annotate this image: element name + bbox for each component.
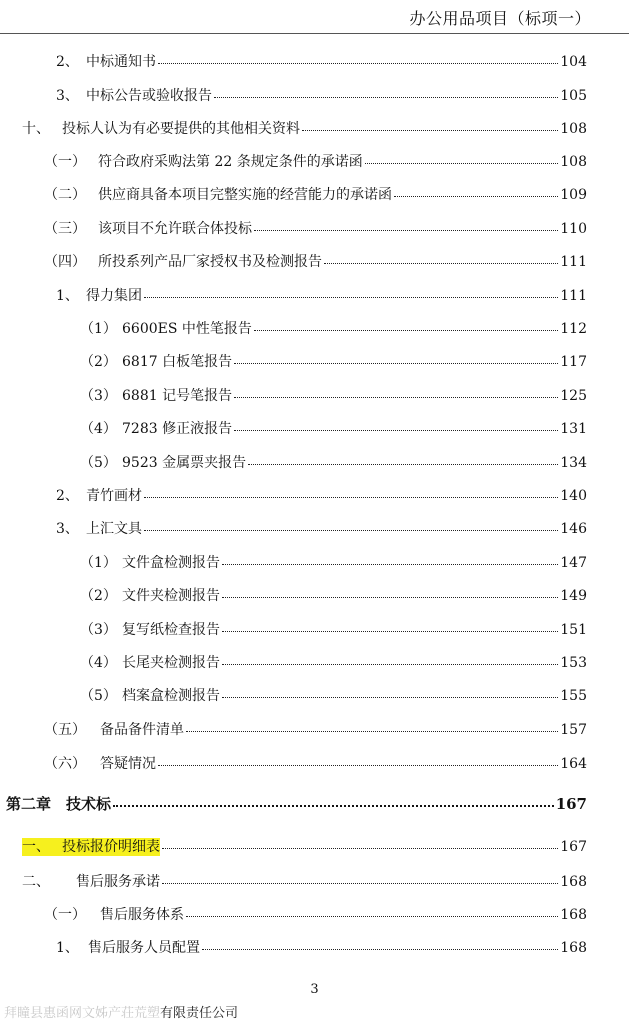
toc-entry-title: 文件盒检测报告 (122, 555, 220, 571)
toc-entry[interactable] (80, 654, 587, 672)
toc-entry-page: 140 (560, 488, 587, 504)
toc-entry-page: 108 (560, 154, 587, 170)
toc-entry[interactable] (44, 906, 587, 924)
toc-leader (186, 719, 558, 732)
company-suffix: 有限责任公司 (160, 1006, 239, 1021)
toc-entry-page: 157 (560, 722, 587, 738)
toc-entry[interactable] (44, 253, 587, 271)
toc-leader (394, 184, 558, 197)
toc-entry-page: 117 (560, 354, 587, 370)
toc-leader (234, 351, 558, 364)
toc-leader (144, 285, 558, 298)
toc-entry-page: 131 (560, 421, 587, 437)
toc-entry[interactable] (44, 755, 587, 773)
toc-entry-number: 3、 (56, 88, 79, 104)
toc-entry-page: 168 (560, 940, 587, 956)
toc-entry-page: 134 (560, 455, 587, 471)
toc-entry-page: 155 (560, 688, 587, 704)
toc-entry-title: 长尾夹检测报告 (122, 655, 220, 671)
toc-entry-page: 151 (560, 622, 587, 638)
toc-leader (144, 485, 558, 498)
toc-entry[interactable] (80, 687, 587, 705)
toc-entry[interactable] (80, 320, 587, 338)
toc-entry-number: 第二章 (6, 795, 52, 813)
toc-entry-number: 2、 (56, 488, 79, 504)
toc-leader (254, 218, 558, 231)
toc-entry-title: 售后服务体系 (100, 907, 184, 923)
toc-entry-page: 111 (560, 254, 587, 270)
toc-entry-title: 售后服务承诺 (76, 874, 160, 890)
toc-entry-number: （二） (44, 187, 86, 203)
toc-entry-title: 中标公告或验收报告 (86, 88, 212, 104)
toc-leader (222, 552, 558, 565)
toc-entry-number: 十、 (22, 121, 50, 137)
toc-leader (324, 251, 558, 264)
toc-entry-title: 上汇文具 (86, 521, 142, 537)
toc-entry-page: 164 (560, 756, 587, 772)
toc-entry-number: （六） (44, 756, 86, 772)
toc-entry[interactable] (56, 520, 587, 538)
toc-entry-title: 投标人认为有必要提供的其他相关资料 (62, 121, 300, 137)
toc-entry[interactable] (56, 53, 587, 71)
toc-entry-page: 105 (560, 88, 587, 104)
toc-entry-title: 售后服务人员配置 (88, 940, 200, 956)
toc-entry-number: （五） (44, 722, 86, 738)
toc-entry-page: 167 (555, 795, 587, 813)
toc-entry-page: 112 (560, 321, 587, 337)
toc-entry[interactable] (44, 721, 587, 739)
toc-entry-title: 9523 金属票夹报告 (122, 455, 247, 471)
toc-chapter-entry[interactable] (6, 795, 587, 813)
toc-entry-page: 147 (560, 555, 587, 571)
toc-entry-page: 168 (560, 874, 587, 890)
toc-entry-number: （4） (80, 655, 117, 671)
toc-entry-number: （四） (44, 254, 86, 270)
toc-leader (158, 753, 558, 766)
toc-entry-page: 153 (560, 655, 587, 671)
toc-leader (158, 51, 558, 64)
toc-entry[interactable] (56, 287, 587, 305)
toc-entry-page: 149 (560, 588, 587, 604)
header-divider (0, 33, 629, 34)
toc-leader (365, 151, 559, 164)
toc-leader (222, 652, 558, 665)
toc-entry-number: （3） (80, 622, 117, 638)
toc-entry-number: 1、 (56, 288, 79, 304)
toc-entry-title: 备品备件清单 (100, 722, 184, 738)
toc-entry-title: 7283 修正液报告 (122, 421, 233, 437)
toc-entry-number: （4） (80, 421, 117, 437)
toc-entry-page: 168 (560, 907, 587, 923)
toc-leader (214, 85, 558, 98)
toc-entry-title: 技术标 (66, 795, 112, 813)
toc-entry[interactable] (80, 587, 587, 605)
toc-leader (162, 871, 558, 884)
toc-entry-number: （2） (80, 588, 117, 604)
toc-entry-number: 3、 (56, 521, 79, 537)
toc-entry-page: 110 (560, 221, 587, 237)
toc-entry[interactable] (56, 87, 587, 105)
toc-leader (248, 452, 558, 465)
toc-leader (162, 836, 558, 849)
toc-entry-page: 125 (560, 388, 587, 404)
toc-entry-highlighted[interactable] (22, 838, 587, 856)
toc-entry-title: 供应商具备本项目完整实施的经营能力的承诺函 (98, 187, 392, 203)
toc-entry-page: 109 (560, 187, 587, 203)
toc-entry[interactable] (80, 621, 587, 639)
toc-entry-number: （一） (44, 154, 86, 170)
toc-entry-title: 答疑情况 (100, 756, 156, 772)
toc-entry[interactable] (80, 420, 587, 438)
toc-leader (302, 118, 558, 131)
toc-entry[interactable] (80, 554, 587, 572)
toc-leader (113, 793, 554, 807)
toc-leader (144, 518, 558, 531)
toc-leader (186, 904, 558, 917)
toc-entry-title: 投标报价明细表 (62, 839, 160, 855)
toc-leader (234, 418, 558, 431)
toc-leader (202, 937, 558, 950)
toc-entry-number: 1、 (56, 940, 79, 956)
toc-entry[interactable] (56, 939, 587, 957)
obscured-company-text: 拜瞳县惠函网文姊产荘荒塑 (4, 1006, 161, 1021)
toc-leader (222, 685, 558, 698)
page-number: 3 (310, 982, 319, 997)
toc-leader (222, 585, 558, 598)
toc-entry[interactable] (44, 220, 587, 238)
toc-entry-title: 青竹画材 (86, 488, 142, 504)
toc-entry-title: 符合政府采购法第 22 条规定条件的承诺函 (98, 154, 363, 170)
toc-entry[interactable] (22, 873, 587, 891)
toc-entry-title: 6817 白板笔报告 (122, 354, 233, 370)
toc-entry-number: （5） (80, 688, 117, 704)
toc-entry-page: 146 (560, 521, 587, 537)
footer-company-name (4, 1002, 238, 1021)
toc-entry-title: 所投系列产品厂家授权书及检测报告 (98, 254, 322, 270)
toc-leader (234, 385, 558, 398)
toc-entry[interactable] (56, 487, 587, 505)
toc-entry-title: 6600ES 中性笔报告 (122, 321, 252, 337)
toc-entry-number: （三） (44, 221, 86, 237)
toc-entry-title: 档案盒检测报告 (122, 688, 220, 704)
toc-entry-number: （1） (80, 555, 117, 571)
toc-leader (222, 619, 558, 632)
toc-entry-title: 6881 记号笔报告 (122, 388, 233, 404)
toc-entry-title: 得力集团 (86, 288, 142, 304)
toc-entry-number: （2） (80, 354, 117, 370)
toc-entry-title: 该项目不允许联合体投标 (98, 221, 252, 237)
toc-entry-title: 文件夹检测报告 (122, 588, 220, 604)
toc-entry[interactable] (22, 120, 587, 138)
toc-entry-title: 中标通知书 (86, 54, 156, 70)
toc-entry-page: 167 (560, 839, 587, 855)
toc-entry-number: （3） (80, 388, 117, 404)
toc-entry[interactable] (44, 186, 587, 204)
toc-entry-page: 108 (560, 121, 587, 137)
toc-entry[interactable] (80, 353, 587, 371)
document-header-title: 办公用品项目（标项一） (409, 9, 591, 28)
toc-entry-number: （5） (80, 455, 117, 471)
toc-entry-number: （1） (80, 321, 117, 337)
toc-entry-title: 复写纸检查报告 (122, 622, 220, 638)
toc-entry-number: 一、 (22, 838, 62, 856)
toc-entry[interactable] (80, 454, 587, 472)
toc-entry[interactable] (44, 153, 587, 171)
toc-entry-page: 111 (560, 288, 587, 304)
toc-entry-number: 二、 (22, 874, 50, 890)
toc-entry-number: 2、 (56, 54, 79, 70)
toc-entry-number: （一） (44, 907, 86, 923)
toc-entry[interactable] (80, 387, 587, 405)
toc-entry-page: 104 (560, 54, 587, 70)
toc-leader (254, 318, 558, 331)
